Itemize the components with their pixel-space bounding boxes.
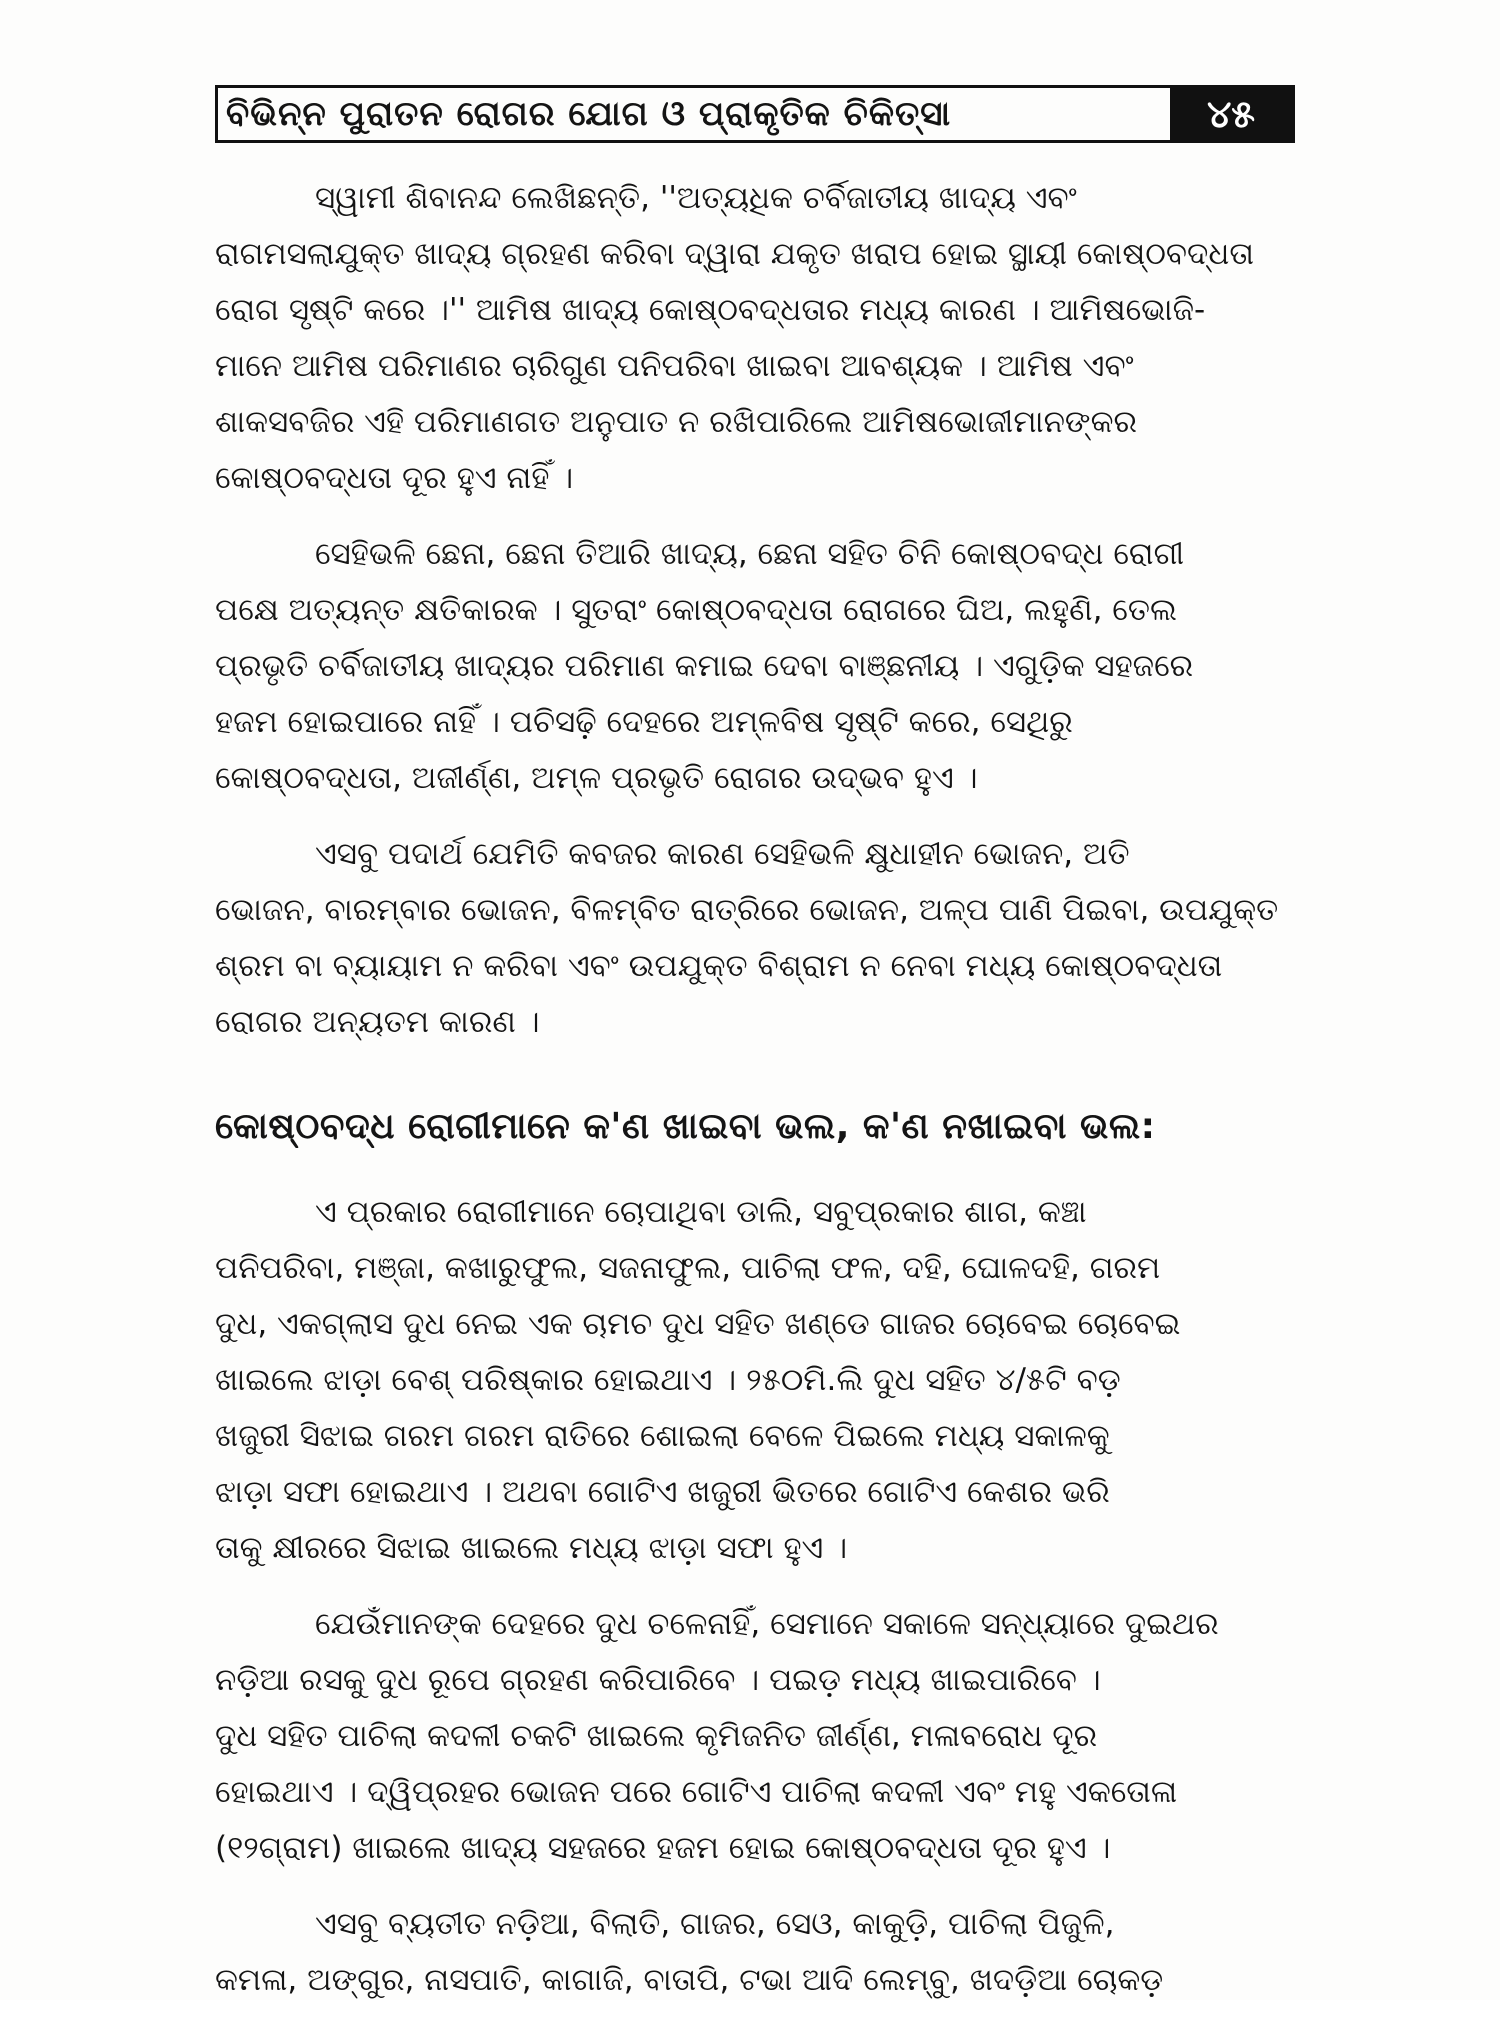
text-line: ହୋଇଥାଏ । ଦ୍ୱିପ୍ରହର ଭୋଜନ ପରେ ଗୋଟିଏ ପାଚିଲା କଦଳୀ ଏବଂ ମହୁ ଏକତୋଳା bbox=[215, 1774, 1178, 1810]
text-line: ଯେଉଁମାନଙ୍କ ଦେହରେ ଦୁଧ ଚଳେନାହିଁ, ସେମାନେ ସକାଳେ ସନ୍ଧ୍ୟାରେ ଦୁଇଥର bbox=[315, 1606, 1219, 1642]
text-line: ହଜମ ହୋଇପାରେ ନାହିଁ । ପଚିସଢ଼ି ଦେହରେ ଅମ୍ଳବିଷ ସୃଷ୍ଟି କରେ, ସେଥିରୁ bbox=[215, 704, 1073, 740]
text-line: ଏସବୁ ପଦାର୍ଥ ଯେମିତି କବଜର କାରଣ ସେହିଭଳି କ୍ଷୁଧାହୀନ ଭୋଜନ, ଅତି bbox=[315, 836, 1130, 872]
text-line: ରାଗମସଲାଯୁକ୍ତ ଖାଦ୍ୟ ଗ୍ରହଣ କରିବା ଦ୍ୱାରା ଯକୃତ ଖରାପ ହୋଇ ସ୍ଥାୟୀ କୋଷ୍ଠବଦ୍ଧତା bbox=[215, 236, 1255, 272]
text-line: ଖଜୁରୀ ସିଝାଇ ଗରମ ଗରମ ରାତିରେ ଶୋଇଲା ବେଳେ ପିଇଲେ ମଧ୍ୟ ସକାଳକୁ bbox=[215, 1418, 1110, 1454]
text-line: (୧୨ଗ୍ରାମ) ଖାଇଲେ ଖାଦ୍ୟ ସହଜରେ ହଜମ ହୋଇ କୋଷ୍ଠବଦ୍ଧତା ଦୂର ହୁଏ । bbox=[215, 1830, 1111, 1866]
text-line: ଝାଡ଼ା ସଫା ହୋଇଥାଏ । ଅଥବା ଗୋଟିଏ ଖଜୁରୀ ଭିତରେ ଗୋଟିଏ କେଶର ଭରି bbox=[215, 1474, 1110, 1510]
page-body bbox=[215, 170, 1295, 2028]
text-line: ସେହିଭଳି ଛେନା, ଛେନା ତିଆରି ଖାଦ୍ୟ, ଛେନା ସହିତ ଚିନି କୋଷ୍ଠବଦ୍ଧ ରୋଗୀ bbox=[315, 536, 1185, 572]
text-line: ନଡ଼ିଆ ରସକୁ ଦୁଧ ରୂପେ ଗ୍ରହଣ କରିପାରିବେ । ପଇଡ଼ ମଧ୍ୟ ଖାଇପାରିବେ । bbox=[215, 1662, 1101, 1698]
paragraph bbox=[215, 1184, 1295, 1576]
page-number: ୪୫ bbox=[1170, 88, 1292, 140]
text-line: ପନିପରିବା, ମଞ୍ଜା, କଖାରୁଫୁଲ, ସଜନାଫୁଲ, ପାଚିଲା ଫଳ, ଦହି, ଘୋଳଦହି, ଗରମ bbox=[215, 1250, 1161, 1286]
text-line: ସ୍ୱାମୀ ଶିବାନନ୍ଦ ଲେଖିଛନ୍ତି, ''ଅତ୍ୟଧିକ ଚର୍ବିଜାତୀୟ ଖାଦ୍ୟ ଏବଂ bbox=[315, 180, 1077, 216]
text-line: ଭୋଜନ, ବାରମ୍ବାର ଭୋଜନ, ବିଳମ୍ବିତ ରାତ୍ରିରେ ଭୋଜନ, ଅଳ୍ପ ପାଣି ପିଇବା, ଉପଯୁକ୍ତ bbox=[215, 892, 1279, 928]
text-line: ତାକୁ କ୍ଷୀରରେ ସିଝାଇ ଖାଇଲେ ମଧ୍ୟ ଝାଡ଼ା ସଫା ହୁଏ । bbox=[215, 1530, 848, 1566]
text-line: ଶାକସବଜିର ଏହି ପରିମାଣଗତ ଅନୁପାତ ନ ରଖିପାରିଲେ ଆମିଷଭୋଜୀମାନଙ୍କର bbox=[215, 404, 1138, 440]
text-line: ମାନେ ଆମିଷ ପରିମାଣର ଚାରିଗୁଣ ପନିପରିବା ଖାଇବା ଆବଶ୍ୟକ । ଆମିଷ ଏବଂ bbox=[215, 348, 1134, 384]
text-line: ଶ୍ରମ ବା ବ୍ୟାୟାମ ନ କରିବା ଏବଂ ଉପଯୁକ୍ତ ବିଶ୍ରାମ ନ ନେବା ମଧ୍ୟ କୋଷ୍ଠବଦ୍ଧତା bbox=[215, 948, 1223, 984]
section-heading: କୋଷ୍ଠବଦ୍ଧ ରୋଗୀମାନେ କ'ଣ ଖାଇବା ଭଲ, କ'ଣ ନଖାଇବା ଭଲ: bbox=[215, 1106, 1156, 1147]
chapter-title: ବିଭିନ୍ନ ପୁରାତନ ରୋଗର ଯୋଗ ଓ ପ୍ରାକୃତିକ ଚିକିତ୍ସା bbox=[226, 94, 952, 134]
paragraph bbox=[215, 526, 1295, 806]
text-line: ପକ୍ଷେ ଅତ୍ୟନ୍ତ କ୍ଷତିକାରକ । ସୁତରାଂ କୋଷ୍ଠବଦ୍ଧତା ରୋଗରେ ଘିଅ, ଲହୁଣି, ତେଲ bbox=[215, 592, 1177, 628]
text-line: କମଳା, ଅଙ୍ଗୁର, ନାସପାତି, କାଗାଜି, ବାତାପି, ଟଭା ଆଦି ଲେମ୍ବୁ, ଖଦଡ଼ିଆ ଚୋକଡ଼ bbox=[215, 1962, 1164, 1998]
paragraph bbox=[215, 1896, 1295, 2008]
paragraph bbox=[215, 1596, 1295, 1876]
paragraph bbox=[215, 170, 1295, 506]
text-line: ପ୍ରଭୃତି ଚର୍ବିଜାତୀୟ ଖାଦ୍ୟର ପରିମାଣ କମାଇ ଦେବା ବାଞ୍ଛନୀୟ । ଏଗୁଡ଼ିକ ସହଜରେ bbox=[215, 648, 1194, 684]
text-line: ରୋଗର ଅନ୍ୟତମ କାରଣ । bbox=[215, 1004, 540, 1040]
text-line: ଏ ପ୍ରକାର ରୋଗୀମାନେ ଚୋପାଥିବା ଡାଲି, ସବୁପ୍ରକାର ଶାଗ, କଞ୍ଚା bbox=[315, 1194, 1087, 1230]
paragraph bbox=[215, 826, 1295, 1050]
running-header bbox=[215, 85, 1295, 143]
text-line: ଦୁଧ, ଏକଗ୍ଲାସ ଦୁଧ ନେଇ ଏକ ଚାମଚ ଦୁଧ ସହିତ ଖଣ୍ଡେ ଗାଜର ଚୋବେଇ ଚୋବେଇ bbox=[215, 1306, 1181, 1342]
text-line: ରୋଗ ସୃଷ୍ଟି କରେ ।'' ଆମିଷ ଖାଦ୍ୟ କୋଷ୍ଠବଦ୍ଧତାର ମଧ୍ୟ କାରଣ । ଆମିଷଭୋଜି- bbox=[215, 292, 1206, 328]
text-line: ଖାଇଲେ ଝାଡ଼ା ବେଶ୍ ପରିଷ୍କାର ହୋଇଥାଏ । ୨୫୦ମି.ଲି ଦୁଧ ସହିତ ୪/୫ଟି ବଡ଼ bbox=[215, 1362, 1121, 1398]
text-line: କୋଷ୍ଠବଦ୍ଧତା, ଅଜୀର୍ଣ୍ଣ, ଅମ୍ଳ ପ୍ରଭୃତି ରୋଗର ଉଦ୍ଭବ ହୁଏ । bbox=[215, 760, 978, 796]
text-line: ଏସବୁ ବ୍ୟତୀତ ନଡ଼ିଆ, ବିଲାତି, ଗାଜର, ସେଓ, କାକୁଡ଼ି, ପାଚିଲା ପିଜୁଳି, bbox=[315, 1906, 1115, 1942]
text-line: ଦୁଧ ସହିତ ପାଚିଲା କଦଳୀ ଚକଟି ଖାଇଲେ କୃମିଜନିତ ଜୀର୍ଣ୍ଣ, ମଳାବରୋଧ ଦୂର bbox=[215, 1718, 1098, 1754]
text-line: କୋଷ୍ଠବଦ୍ଧତା ଦୂର ହୁଏ ନାହିଁ । bbox=[215, 460, 574, 496]
